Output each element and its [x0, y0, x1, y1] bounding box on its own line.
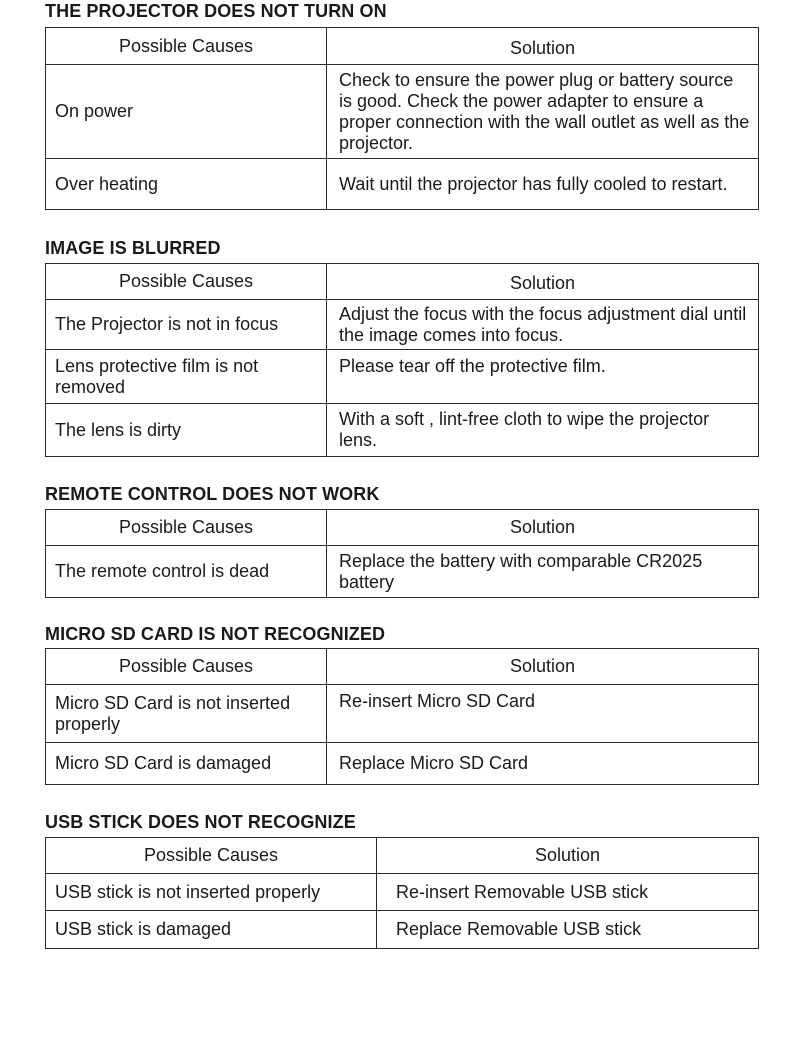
table-row: [46, 300, 759, 350]
table-row: [46, 911, 759, 949]
causes-header: Possible Causes: [46, 838, 377, 874]
solution-cell: Re-insert Micro SD Card: [327, 685, 759, 743]
causes-header: Possible Causes: [46, 510, 327, 546]
cause-cell: USB stick is damaged: [46, 911, 377, 949]
cause-cell: The remote control is dead: [46, 546, 327, 598]
solution-cell: Replace Micro SD Card: [327, 743, 759, 785]
cause-cell: Micro SD Card is damaged: [46, 743, 327, 785]
cause-cell: The lens is dirty: [46, 404, 327, 457]
troubleshooting-table: [45, 648, 759, 785]
cause-cell: Over heating: [46, 159, 327, 210]
cause-cell: On power: [46, 65, 327, 159]
solution-cell: Replace the battery with comparable CR2025 battery: [327, 546, 759, 598]
table-row: [46, 546, 759, 598]
cause-cell: USB stick is not inserted properly: [46, 874, 377, 911]
table-row: [46, 685, 759, 743]
causes-header: Possible Causes: [46, 649, 327, 685]
solution-cell: Check to ensure the power plug or battery source is good. Check the power adapter to ensure a proper connection with the wall outlet as well as the projector.: [327, 65, 759, 159]
troubleshooting-table: [45, 837, 759, 949]
solution-header: Solution: [377, 838, 759, 874]
solution-header: Solution: [327, 28, 759, 65]
cause-cell: Micro SD Card is not inserted properly: [46, 685, 327, 743]
table-row: [46, 65, 759, 159]
section-title: IMAGE IS BLURRED: [45, 238, 221, 258]
solution-cell: With a soft , lint-free cloth to wipe the projector lens.: [327, 404, 759, 457]
solution-cell: Please tear off the protective film.: [327, 350, 759, 404]
section-title: USB STICK DOES NOT RECOGNIZE: [45, 812, 356, 832]
solution-cell: Replace Removable USB stick: [377, 911, 759, 949]
section-title: THE PROJECTOR DOES NOT TURN ON: [45, 1, 387, 21]
cause-cell: The Projector is not in focus: [46, 300, 327, 350]
causes-header: Possible Causes: [46, 264, 327, 300]
section-title: MICRO SD CARD IS NOT RECOGNIZED: [45, 624, 386, 644]
troubleshooting-table: [45, 263, 759, 457]
solution-cell: Wait until the projector has fully cooled to restart.: [327, 159, 759, 210]
table-row: [46, 404, 759, 457]
solution-header: Solution: [327, 649, 759, 685]
table-row: [46, 743, 759, 785]
table-row: [46, 159, 759, 210]
section-title: REMOTE CONTROL DOES NOT WORK: [45, 484, 380, 504]
cause-cell: Lens protective film is not removed: [46, 350, 327, 404]
solution-cell: Re-insert Removable USB stick: [377, 874, 759, 911]
table-row: [46, 874, 759, 911]
table-row: [46, 350, 759, 404]
solution-header: Solution: [327, 264, 759, 300]
solution-header: Solution: [327, 510, 759, 546]
causes-header: Possible Causes: [46, 28, 327, 65]
troubleshooting-table: [45, 509, 759, 598]
troubleshooting-table: [45, 27, 759, 210]
solution-cell: Adjust the focus with the focus adjustment dial until the image comes into focus.: [327, 300, 759, 350]
